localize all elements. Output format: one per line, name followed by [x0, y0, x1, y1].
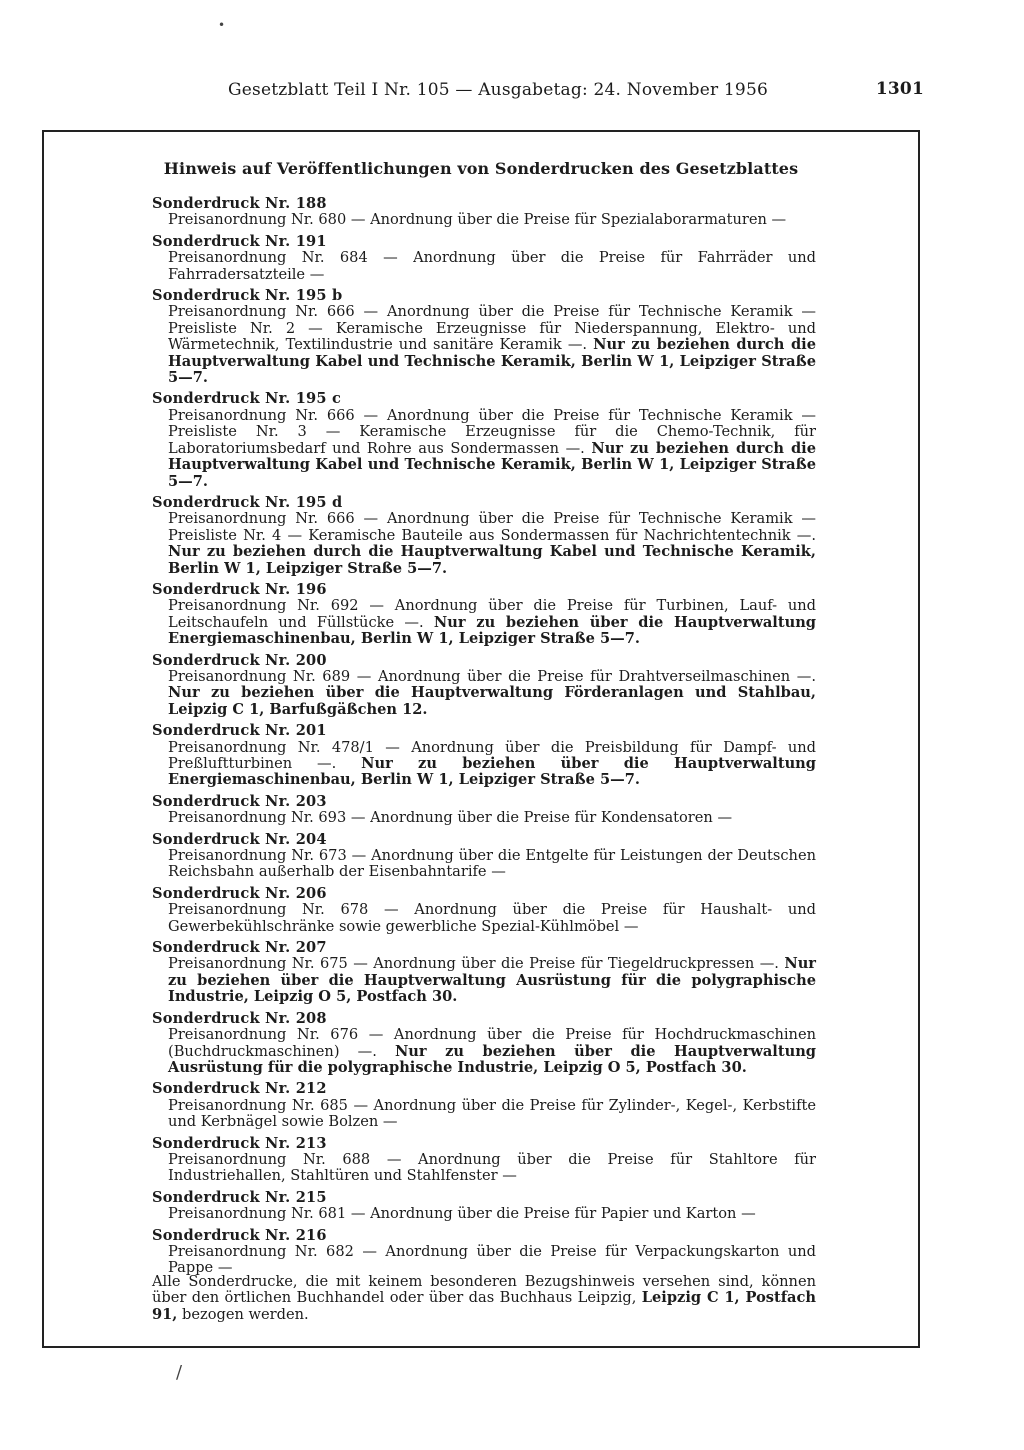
entry-label: Sonderdruck Nr. 206: [152, 884, 327, 902]
entry-text: Preisanordnung Nr. 688 — Anordnung über die Preise für Stahltore für Industriehallen, Stahltüren und Stahlfenster —: [168, 1150, 816, 1185]
entry-text: Preisanordnung Nr. 681 — Anordnung über die Preise für Papier und Karton —: [168, 1205, 756, 1223]
list-item: [152, 1190, 816, 1223]
notice-title: Hinweis auf Veröffentlichungen von Sonderdrucken des Gesetzblattes: [163, 159, 799, 178]
list-item: [152, 495, 816, 577]
entry-availability: Nur zu beziehen durch die Hauptverwaltung Kabel und Technische Keramik, Berlin W 1, Leipziger Straße 5—7.: [168, 543, 816, 577]
list-item: [152, 234, 816, 283]
entry-text: Preisanordnung Nr. 692 — Anordnung über die Preise für Turbinen, Lauf- und Leitschaufeln und Füllstücke —.: [168, 597, 816, 631]
list-item: [152, 723, 816, 789]
entry-body: [152, 810, 816, 826]
footnote-address: Leipzig C 1, Postfach 91,: [152, 1289, 816, 1323]
entry-text: Preisanordnung Nr. 676 — Anordnung über die Preise für Hochdruckmaschinen (Buchdruckmaschinen) —.: [168, 1026, 816, 1060]
list-item: [152, 832, 816, 881]
footnote: [152, 1274, 816, 1323]
entry-availability: Nur zu beziehen durch die Hauptverwaltung Kabel und Technische Keramik, Berlin W 1, Leipziger Straße 5—7.: [168, 439, 817, 490]
list-item: [152, 196, 816, 229]
entry-text: Preisanordnung Nr. 678 — Anordnung über die Preise für Haushalt- und Gewerbekühlschränke sowie gewerbliche Spezial-Kühlmöbel —: [168, 901, 816, 935]
list-item: [152, 794, 816, 827]
entry-text: Preisanordnung Nr. 682 — Anordnung über die Preise für Verpackungskarton und Pappe —: [168, 1242, 816, 1277]
entry-label: Sonderdruck Nr. 212: [152, 1080, 327, 1098]
list-item: [152, 886, 816, 935]
entry-label: Sonderdruck Nr. 191: [152, 232, 327, 250]
scan-speck: •: [218, 18, 226, 32]
entry-body: [152, 1244, 816, 1277]
entry-label: Sonderdruck Nr. 201: [152, 722, 327, 740]
entry-body: [152, 511, 816, 577]
entry-label: Sonderdruck Nr. 200: [152, 651, 327, 669]
list-item: [152, 1136, 816, 1185]
entry-body: [152, 902, 816, 935]
entry-body: [152, 212, 816, 228]
entry-availability: Nur zu beziehen über die Hauptverwaltung Ausrüstung für die polygraphische Industrie, Leipzig O 5, Postfach 30.: [168, 1042, 817, 1076]
entry-label: Sonderdruck Nr. 208: [152, 1009, 327, 1027]
entry-label: Sonderdruck Nr. 204: [152, 830, 327, 848]
entry-label: Sonderdruck Nr. 216: [152, 1226, 327, 1244]
entry-body: [152, 1027, 816, 1076]
list-item: [152, 1011, 816, 1077]
entry-body: [152, 598, 816, 647]
entries-list: [152, 196, 816, 1282]
entry-text: Preisanordnung Nr. 673 — Anordnung über die Entgelte für Leistungen der Deutschen Reichsbahn außerhalb der Eisenbahntarife —: [168, 847, 816, 881]
list-item: [152, 653, 816, 719]
entry-availability: Nur zu beziehen über die Hauptverwaltung Ausrüstung für die polygraphische Industrie, Leipzig O 5, Postfach 30.: [168, 955, 816, 1006]
entry-body: [152, 1152, 816, 1185]
list-item: [152, 582, 816, 648]
entry-text: Preisanordnung Nr. 685 — Anordnung über die Preise für Zylinder-, Kegel-, Kerbstifte und Kerbnägel sowie Bolzen —: [168, 1096, 816, 1131]
entry-text: Preisanordnung Nr. 666 — Anordnung über die Preise für Technische Keramik — Preisliste Nr. 4 — Keramische Bauteile aus Sondermassen für Nachrichtentechnik —.: [168, 510, 816, 544]
entry-label: Sonderdruck Nr. 215: [152, 1188, 327, 1206]
entry-text: Preisanordnung Nr. 693 — Anordnung über die Preise für Kondensatoren —: [168, 809, 733, 827]
entry-label: Sonderdruck Nr. 188: [152, 195, 327, 212]
entry-body: [152, 956, 816, 1005]
page-number: 1301: [875, 79, 924, 99]
entry-label: Sonderdruck Nr. 195 d: [152, 493, 343, 511]
entry-body: [152, 1098, 816, 1131]
entry-body: [152, 740, 816, 789]
list-item: [152, 288, 816, 386]
entry-text: Preisanordnung Nr. 478/1 — Anordnung über die Preisbildung für Dampf- und Preßluftturbinen —.: [168, 738, 816, 772]
entry-text: Preisanordnung Nr. 680 — Anordnung über die Preise für Spezialaborarmaturen —: [168, 211, 787, 229]
entry-text: Preisanordnung Nr. 689 — Anordnung über die Preise für Drahtverseilmaschinen —.: [168, 667, 816, 685]
entry-availability: Nur zu beziehen über die Hauptverwaltung Energiemaschinenbau, Berlin W 1, Leipziger Straße 5—7.: [168, 755, 816, 789]
footnote-text: Alle Sonderdrucke, die mit keinem besonderen Bezugshinweis versehen sind, können über den örtlichen Buchhandel oder über das Buchhaus Leipzig,: [152, 1273, 816, 1307]
entry-body: [152, 1206, 816, 1222]
entry-body: [152, 304, 816, 386]
list-item: [152, 940, 816, 1006]
entry-label: Sonderdruck Nr. 195 c: [152, 390, 342, 408]
entry-text: Preisanordnung Nr. 666 — Anordnung über die Preise für Technische Keramik — Preisliste Nr. 2 — Keramische Erzeugnisse für Niederspannung, Elektro- und Wärmetechnik, Textilindustrie und sanitäre Keramik —.: [168, 303, 816, 354]
entry-text: Preisanordnung Nr. 675 — Anordnung über die Preise für Tiegeldruckpressen —.: [168, 955, 779, 973]
entry-body: [152, 669, 816, 718]
list-item: [152, 1228, 816, 1277]
footnote-tail: bezogen werden.: [182, 1305, 309, 1323]
entry-availability: Nur zu beziehen über die Hauptverwaltung Förderanlagen und Stahlbau, Leipzig C 1, Barfußgäßchen 12.: [168, 684, 816, 718]
entry-body: [152, 250, 816, 283]
entry-body: [152, 408, 816, 490]
list-item: [152, 391, 816, 489]
entry-text: Preisanordnung Nr. 684 — Anordnung über die Preise für Fahrräder und Fahrradersatzteile —: [168, 249, 816, 283]
entry-label: Sonderdruck Nr. 213: [152, 1134, 327, 1152]
entry-availability: Nur zu beziehen durch die Hauptverwaltung Kabel und Technische Keramik, Berlin W 1, Leipziger Straße 5—7.: [168, 336, 816, 387]
entry-label: Sonderdruck Nr. 207: [152, 939, 327, 957]
entry-text: Preisanordnung Nr. 666 — Anordnung über die Preise für Technische Keramik — Preisliste Nr. 3 — Keramische Erzeugnisse für die Chemo-Technik, für Laboratoriumsbedarf und Rohre aus Sondermassen —.: [168, 406, 816, 457]
entry-label: Sonderdruck Nr. 195 b: [152, 287, 343, 305]
entry-availability: Nur zu beziehen über die Hauptverwaltung Energiemaschinenbau, Berlin W 1, Leipziger Straße 5—7.: [168, 613, 817, 648]
entry-body: [152, 848, 816, 881]
entry-label: Sonderdruck Nr. 203: [152, 792, 327, 810]
gazette-title: Gesetzblatt Teil I Nr. 105 — Ausgabetag: 24. November 1956: [228, 80, 768, 100]
entry-label: Sonderdruck Nr. 196: [152, 580, 327, 598]
scan-stroke: /: [176, 1362, 183, 1383]
list-item: [152, 1081, 816, 1130]
